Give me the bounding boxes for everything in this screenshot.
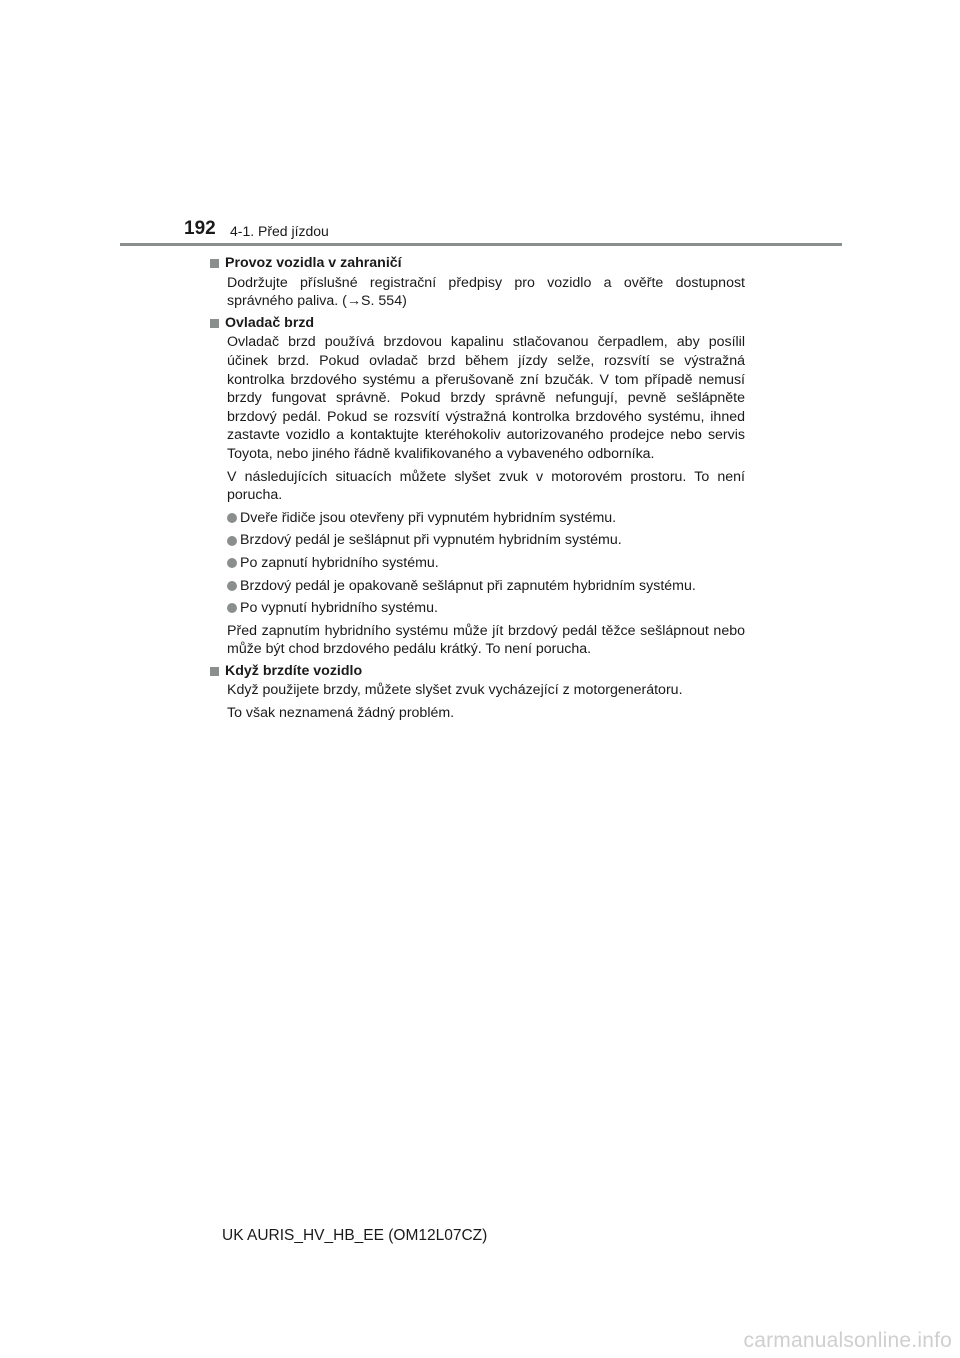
section-heading-brake-controller bbox=[210, 314, 745, 333]
paragraph: To však neznamená žádný problém. bbox=[227, 705, 455, 722]
bullet-list bbox=[210, 509, 745, 618]
section-heading-text: Ovladač brzd bbox=[225, 314, 315, 331]
list-item bbox=[227, 599, 745, 618]
section-heading-braking bbox=[210, 662, 745, 681]
list-item bbox=[227, 531, 745, 550]
square-bullet-icon bbox=[210, 259, 219, 268]
section-heading-text: Provoz vozidla v zahraničí bbox=[225, 255, 402, 271]
paragraph: Dodržujte příslušné registrační předpisy pro vozidlo a ověřte dostupnost správného paliva. (→S. 554) bbox=[227, 274, 745, 310]
footer-manual-code: UK AURIS_HV_HB_EE (OM12L07CZ) bbox=[222, 1227, 488, 1244]
list-item-text: Brzdový pedál je opakovaně sešlápnut při zapnutém hybridním systému. bbox=[240, 577, 696, 594]
watermark: carmanualsonline.info bbox=[743, 1329, 952, 1352]
round-bullet-icon bbox=[227, 603, 237, 613]
round-bullet-icon bbox=[227, 581, 237, 591]
paragraph: V následujících situacích můžete slyšet zvuk v motorovém prostoru. To není porucha. bbox=[227, 468, 745, 504]
page-number: 192 bbox=[184, 218, 216, 239]
content-body bbox=[210, 254, 745, 723]
header-divider bbox=[120, 243, 842, 246]
section-heading-text: Když brzdíte vozidlo bbox=[225, 662, 363, 679]
paragraph: Před zapnutím hybridního systému může jít brzdový pedál těžce sešlápnout nebo může být chod brzdového pedálu krátký. To není porucha. bbox=[227, 622, 745, 658]
paragraph: Ovladač brzd používá brzdovou kapalinu stlačovanou čerpadlem, aby posílil účinek brzd. Pokud ovladač brzd během jízdy selže, rozsvítí se výstražná kontrolka brzdového systému a přerušovaně zní bzučák. V tom případě nemusí brzdy fungovat správně. Pokud brzdy správně nefungují, pevně sešlápněte brzdový pedál. Pokud se rozsvítí výstražná kontrolka brzdového systému, ihned zastavte vozidlo a kontaktujte kteréhokoliv autorizovaného prodejce nebo servis Toyota, nebo jiného řádně kvalifikovaného a vybaveného odborníka. bbox=[227, 334, 745, 462]
round-bullet-icon bbox=[227, 513, 237, 523]
round-bullet-icon bbox=[227, 536, 237, 546]
list-item bbox=[227, 554, 745, 573]
chapter-title: 4-1. Před jízdou bbox=[230, 223, 329, 239]
square-bullet-icon bbox=[210, 319, 219, 328]
list-item bbox=[227, 577, 745, 596]
list-item-text: Po zapnutí hybridního systému. bbox=[240, 554, 439, 571]
list-item-text: Brzdový pedál je sešlápnut při vypnutém hybridním systému. bbox=[240, 532, 622, 549]
list-item-text: Po vypnutí hybridního systému. bbox=[240, 600, 438, 617]
list-item bbox=[227, 509, 745, 528]
section-heading-abroad bbox=[210, 254, 745, 273]
paragraph: Když použijete brzdy, můžete slyšet zvuk vycházející z motorgenerátoru. bbox=[227, 682, 683, 699]
list-item-text: Dveře řidiče jsou otevřeny při vypnutém hybridním systému. bbox=[240, 509, 617, 526]
square-bullet-icon bbox=[210, 667, 219, 676]
round-bullet-icon bbox=[227, 558, 237, 568]
